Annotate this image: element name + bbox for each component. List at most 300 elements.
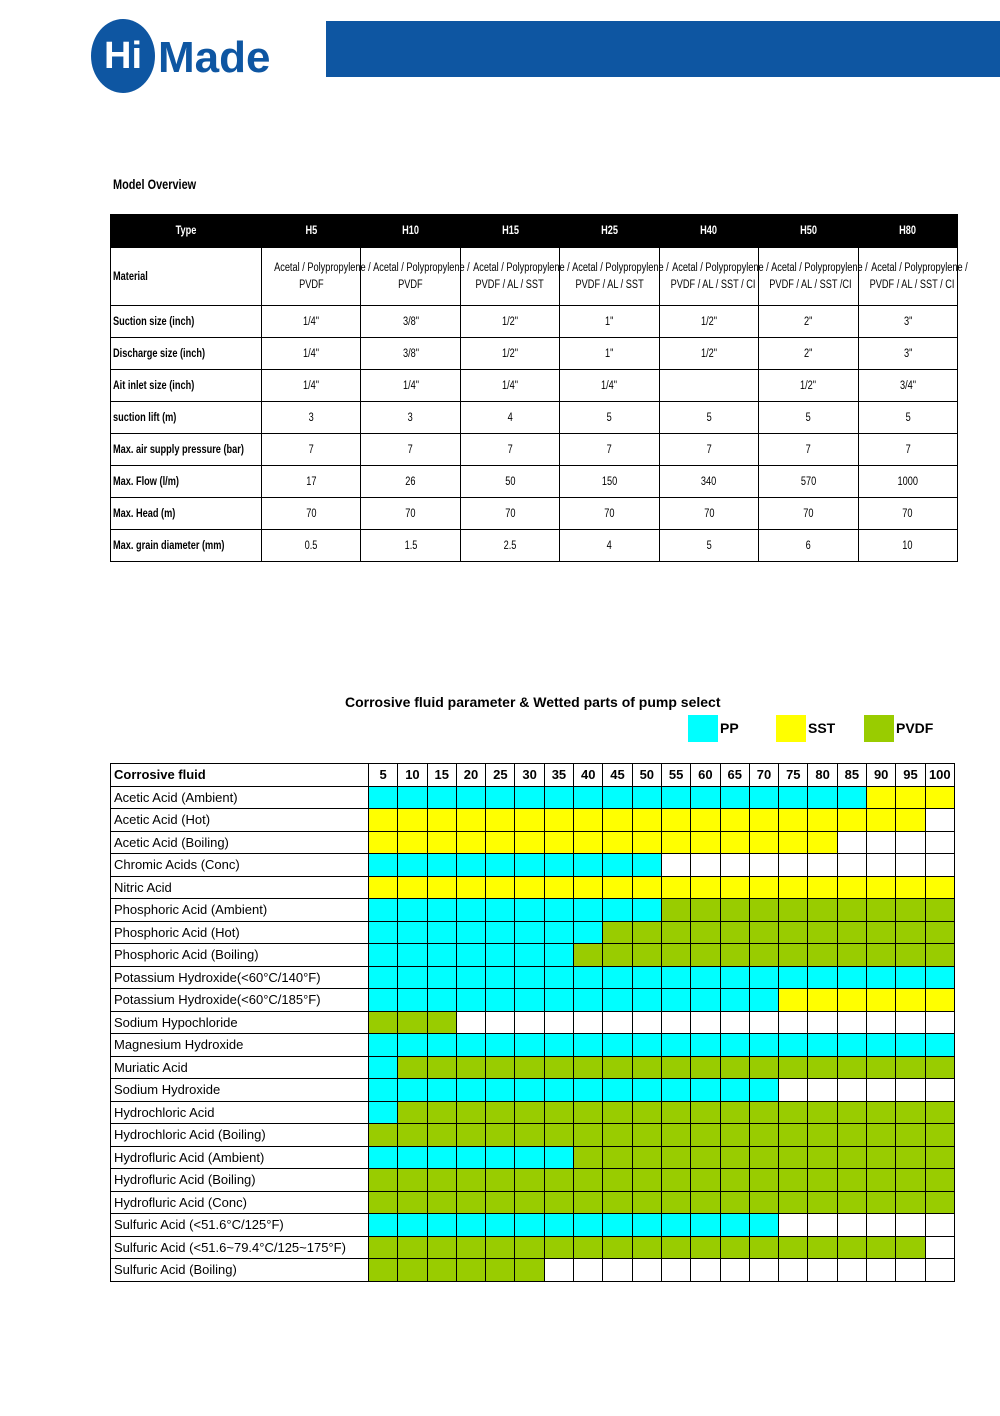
material-cell — [427, 944, 456, 967]
model-cell: 1/2" — [759, 370, 858, 402]
model-cell: 3/4" — [858, 370, 957, 402]
material-cell — [925, 1169, 954, 1192]
material-cell — [398, 854, 427, 877]
material-cell — [808, 899, 837, 922]
material-cell — [515, 899, 544, 922]
material-cell — [427, 1056, 456, 1079]
model-cell: 70 — [460, 498, 559, 530]
material-cell — [808, 1011, 837, 1034]
material-cell — [749, 1011, 778, 1034]
material-cell — [867, 809, 896, 832]
model-row — [111, 402, 958, 434]
concentration-header: 20 — [456, 764, 485, 787]
material-cell — [632, 1191, 661, 1214]
model-cell: Acetal / Polypropylene / PVDF / AL / SST / CI — [858, 248, 957, 306]
material-cell — [808, 944, 837, 967]
model-cell: 5 — [858, 402, 957, 434]
material-cell — [749, 1124, 778, 1147]
material-cell — [398, 876, 427, 899]
concentration-header: 5 — [369, 764, 398, 787]
fluid-name: Chromic Acids (Conc) — [111, 854, 369, 877]
material-cell — [456, 1101, 485, 1124]
material-cell — [369, 809, 398, 832]
model-cell: 1/4" — [262, 306, 361, 338]
material-cell — [574, 1259, 603, 1282]
material-cell — [369, 1124, 398, 1147]
material-cell — [632, 1079, 661, 1102]
material-cell — [603, 854, 632, 877]
material-cell — [749, 966, 778, 989]
material-cell — [720, 1011, 749, 1034]
material-cell — [603, 1146, 632, 1169]
material-cell — [515, 1079, 544, 1102]
material-cell — [369, 1169, 398, 1192]
material-cell — [720, 876, 749, 899]
material-cell — [925, 1079, 954, 1102]
material-cell — [456, 1146, 485, 1169]
material-cell — [749, 1056, 778, 1079]
material-cell — [544, 786, 573, 809]
fluid-row — [111, 809, 955, 832]
material-cell — [398, 989, 427, 1012]
material-cell — [779, 1146, 808, 1169]
material-cell — [837, 1191, 866, 1214]
model-header: H25 — [560, 215, 659, 248]
material-cell — [896, 854, 925, 877]
material-cell — [574, 854, 603, 877]
material-cell — [544, 1034, 573, 1057]
material-cell — [632, 1214, 661, 1237]
material-cell — [720, 899, 749, 922]
fluid-name: Sulfuric Acid (Boiling) — [111, 1259, 369, 1282]
concentration-header: 45 — [603, 764, 632, 787]
material-cell — [837, 809, 866, 832]
fluid-name: Phosphoric Acid (Boiling) — [111, 944, 369, 967]
material-cell — [720, 1034, 749, 1057]
material-cell — [574, 1011, 603, 1034]
model-cell: Acetal / Polypropylene / PVDF / AL / SST / CI — [659, 248, 758, 306]
fluid-name: Sulfuric Acid (<51.6°C/125°F) — [111, 1214, 369, 1237]
material-cell — [515, 1124, 544, 1147]
material-cell — [574, 1146, 603, 1169]
concentration-header: 35 — [544, 764, 573, 787]
material-cell — [515, 944, 544, 967]
material-cell — [486, 831, 515, 854]
material-cell — [515, 1191, 544, 1214]
material-cell — [544, 921, 573, 944]
material-cell — [544, 1056, 573, 1079]
material-cell — [779, 831, 808, 854]
material-cell — [456, 1011, 485, 1034]
material-cell — [691, 831, 720, 854]
material-cell — [837, 876, 866, 899]
corrosive-fluid-header: Corrosive fluid — [111, 764, 369, 787]
fluid-name: Sodium Hydroxide — [111, 1079, 369, 1102]
fluid-row — [111, 1056, 955, 1079]
material-cell — [720, 1124, 749, 1147]
model-cell: 1" — [560, 306, 659, 338]
material-cell — [632, 921, 661, 944]
material-cell — [515, 1214, 544, 1237]
material-cell — [427, 1169, 456, 1192]
material-cell — [486, 1169, 515, 1192]
material-cell — [779, 1101, 808, 1124]
material-cell — [515, 1169, 544, 1192]
material-cell — [632, 989, 661, 1012]
material-cell — [544, 1259, 573, 1282]
material-cell — [720, 989, 749, 1012]
material-cell — [632, 899, 661, 922]
material-cell — [369, 989, 398, 1012]
material-cell — [486, 1236, 515, 1259]
material-cell — [632, 966, 661, 989]
material-cell — [427, 989, 456, 1012]
material-cell — [661, 1191, 690, 1214]
material-cell — [720, 944, 749, 967]
fluid-row — [111, 1011, 955, 1034]
model-header: H15 — [460, 215, 559, 248]
header-banner — [326, 21, 1000, 77]
material-cell — [896, 989, 925, 1012]
model-cell: 3" — [858, 306, 957, 338]
material-cell — [369, 786, 398, 809]
material-cell — [456, 876, 485, 899]
material-cell — [661, 831, 690, 854]
material-cell — [544, 1011, 573, 1034]
material-cell — [925, 1214, 954, 1237]
material-cell — [369, 921, 398, 944]
material-cell — [779, 854, 808, 877]
material-cell — [896, 1236, 925, 1259]
material-cell — [515, 966, 544, 989]
material-cell — [574, 876, 603, 899]
material-cell — [925, 1236, 954, 1259]
material-cell — [456, 1214, 485, 1237]
material-cell — [867, 921, 896, 944]
material-cell — [779, 809, 808, 832]
material-cell — [456, 921, 485, 944]
material-cell — [808, 1079, 837, 1102]
material-cell — [925, 831, 954, 854]
material-cell — [456, 966, 485, 989]
fluid-row — [111, 899, 955, 922]
material-cell — [779, 989, 808, 1012]
material-cell — [515, 989, 544, 1012]
material-cell — [603, 1169, 632, 1192]
material-cell — [632, 1101, 661, 1124]
material-cell — [486, 1034, 515, 1057]
material-cell — [632, 1056, 661, 1079]
material-cell — [808, 1056, 837, 1079]
material-cell — [574, 809, 603, 832]
hi-made-logo — [90, 16, 305, 96]
material-cell — [661, 989, 690, 1012]
material-cell — [369, 1146, 398, 1169]
material-cell — [661, 1056, 690, 1079]
material-cell — [720, 966, 749, 989]
material-cell — [867, 944, 896, 967]
material-cell — [925, 809, 954, 832]
material-cell — [486, 1214, 515, 1237]
fluid-name: Phosphoric Acid (Hot) — [111, 921, 369, 944]
material-cell — [456, 989, 485, 1012]
material-cell — [720, 831, 749, 854]
model-row-label: Max. Head (m) — [111, 498, 262, 530]
material-cell — [837, 944, 866, 967]
material-cell — [837, 1079, 866, 1102]
material-cell — [398, 1191, 427, 1214]
legend-label-sst: SST — [808, 720, 836, 736]
material-cell — [749, 876, 778, 899]
material-cell — [603, 1236, 632, 1259]
material-cell — [779, 786, 808, 809]
material-cell — [720, 854, 749, 877]
material-cell — [867, 854, 896, 877]
model-row — [111, 530, 958, 562]
material-cell — [515, 1146, 544, 1169]
material-cell — [691, 966, 720, 989]
material-cell — [369, 944, 398, 967]
material-cell — [456, 1034, 485, 1057]
material-cell — [486, 1191, 515, 1214]
material-cell — [691, 1169, 720, 1192]
corrosive-fluid-table — [110, 763, 955, 1282]
material-cell — [779, 876, 808, 899]
material-cell — [456, 809, 485, 832]
material-cell — [515, 1236, 544, 1259]
material-cell — [749, 809, 778, 832]
model-cell: 70 — [759, 498, 858, 530]
material-cell — [925, 1146, 954, 1169]
concentration-header: 90 — [867, 764, 896, 787]
material-cell — [603, 966, 632, 989]
material-cell — [749, 1034, 778, 1057]
material-cell — [515, 831, 544, 854]
model-cell: 5 — [560, 402, 659, 434]
material-cell — [603, 1214, 632, 1237]
model-cell: 5 — [659, 530, 758, 562]
material-cell — [603, 989, 632, 1012]
material-cell — [661, 809, 690, 832]
material-cell — [749, 786, 778, 809]
material-cell — [837, 1236, 866, 1259]
material-cell — [837, 1124, 866, 1147]
fluid-row — [111, 989, 955, 1012]
material-cell — [574, 1169, 603, 1192]
material-cell — [779, 1124, 808, 1147]
legend-swatch-pp — [688, 715, 718, 742]
material-cell — [661, 876, 690, 899]
model-cell: 150 — [560, 466, 659, 498]
material-cell — [808, 1236, 837, 1259]
model-row-label: Max. grain diameter (mm) — [111, 530, 262, 562]
material-cell — [603, 921, 632, 944]
material-cell — [837, 1169, 866, 1192]
material-cell — [925, 899, 954, 922]
material-cell — [808, 1169, 837, 1192]
material-cell — [837, 1259, 866, 1282]
model-row — [111, 338, 958, 370]
material-cell — [691, 921, 720, 944]
material-cell — [867, 1169, 896, 1192]
material-cell — [925, 1056, 954, 1079]
material-cell — [720, 1056, 749, 1079]
model-header: H50 — [759, 215, 858, 248]
material-cell — [749, 854, 778, 877]
material-cell — [837, 921, 866, 944]
material-cell — [661, 1214, 690, 1237]
material-cell — [720, 1146, 749, 1169]
material-cell — [369, 1214, 398, 1237]
model-row-label: Max. Flow (l/m) — [111, 466, 262, 498]
material-cell — [867, 899, 896, 922]
material-cell — [691, 1124, 720, 1147]
corrosive-header-row — [111, 764, 955, 787]
material-cell — [398, 1169, 427, 1192]
material-cell — [486, 989, 515, 1012]
material-cell — [427, 921, 456, 944]
material-cell — [896, 899, 925, 922]
material-cell — [779, 921, 808, 944]
material-cell — [486, 1056, 515, 1079]
material-cell — [632, 831, 661, 854]
material-cell — [574, 921, 603, 944]
material-cell — [486, 921, 515, 944]
material-cell — [515, 1011, 544, 1034]
material-cell — [515, 921, 544, 944]
material-cell — [808, 831, 837, 854]
material-cell — [398, 1259, 427, 1282]
model-overview-table — [110, 214, 968, 562]
material-cell — [632, 786, 661, 809]
material-cell — [749, 1079, 778, 1102]
model-cell: 1" — [560, 338, 659, 370]
material-cell — [896, 1034, 925, 1057]
material-cell — [691, 1214, 720, 1237]
material-cell — [896, 1011, 925, 1034]
model-cell: 70 — [361, 498, 460, 530]
material-cell — [896, 1124, 925, 1147]
material-cell — [896, 1259, 925, 1282]
material-cell — [925, 944, 954, 967]
material-cell — [369, 1236, 398, 1259]
concentration-header: 15 — [427, 764, 456, 787]
model-cell: 570 — [759, 466, 858, 498]
material-cell — [544, 1169, 573, 1192]
material-cell — [515, 786, 544, 809]
model-cell: 1/2" — [460, 306, 559, 338]
material-cell — [867, 1214, 896, 1237]
material-cell — [398, 966, 427, 989]
model-cell: 1/4" — [560, 370, 659, 402]
material-cell — [427, 1146, 456, 1169]
material-cell — [661, 1259, 690, 1282]
material-cell — [398, 1011, 427, 1034]
material-cell — [808, 1214, 837, 1237]
material-cell — [661, 1124, 690, 1147]
material-cell — [544, 854, 573, 877]
material-cell — [867, 989, 896, 1012]
material-cell — [486, 1101, 515, 1124]
fluid-row — [111, 1259, 955, 1282]
material-cell — [603, 1259, 632, 1282]
material-cell — [574, 899, 603, 922]
model-cell: 6 — [759, 530, 858, 562]
material-cell — [369, 1191, 398, 1214]
material-cell — [369, 966, 398, 989]
material-cell — [691, 876, 720, 899]
material-cell — [749, 1101, 778, 1124]
material-cell — [398, 1146, 427, 1169]
material-cell — [779, 1056, 808, 1079]
material-cell — [632, 1034, 661, 1057]
material-cell — [808, 809, 837, 832]
fluid-name: Hydrofluric Acid (Boiling) — [111, 1169, 369, 1192]
material-cell — [369, 1056, 398, 1079]
material-cell — [398, 786, 427, 809]
concentration-header: 95 — [896, 764, 925, 787]
model-cell: 3/8" — [361, 306, 460, 338]
material-cell — [749, 944, 778, 967]
model-cell: 70 — [659, 498, 758, 530]
material-cell — [574, 1191, 603, 1214]
material-cell — [427, 1079, 456, 1102]
material-cell — [925, 966, 954, 989]
material-cell — [632, 854, 661, 877]
material-cell — [574, 944, 603, 967]
model-cell: 1000 — [858, 466, 957, 498]
material-cell — [398, 1079, 427, 1102]
material-cell — [456, 1056, 485, 1079]
material-cell — [867, 831, 896, 854]
material-cell — [427, 1214, 456, 1237]
material-cell — [661, 1079, 690, 1102]
material-cell — [661, 966, 690, 989]
material-cell — [691, 1056, 720, 1079]
material-cell — [544, 1101, 573, 1124]
material-cell — [867, 1034, 896, 1057]
material-cell — [603, 1011, 632, 1034]
material-cell — [837, 1146, 866, 1169]
model-cell: 70 — [262, 498, 361, 530]
material-cell — [427, 1034, 456, 1057]
material-cell — [691, 1259, 720, 1282]
material-cell — [427, 786, 456, 809]
material-cell — [837, 989, 866, 1012]
material-cell — [486, 1079, 515, 1102]
material-cell — [398, 809, 427, 832]
logo-text-hi: Hi — [104, 35, 142, 77]
material-cell — [896, 1169, 925, 1192]
concentration-header: 85 — [837, 764, 866, 787]
concentration-header: 60 — [691, 764, 720, 787]
material-cell — [486, 1259, 515, 1282]
material-cell — [574, 1124, 603, 1147]
material-cell — [867, 876, 896, 899]
material-cell — [720, 1214, 749, 1237]
material-cell — [661, 1146, 690, 1169]
material-cell — [574, 1079, 603, 1102]
material-cell — [808, 921, 837, 944]
material-cell — [369, 854, 398, 877]
model-cell: 3" — [858, 338, 957, 370]
fluid-row — [111, 876, 955, 899]
material-cell — [691, 1236, 720, 1259]
model-cell: 5 — [659, 402, 758, 434]
fluid-name: Hydrofluric Acid (Conc) — [111, 1191, 369, 1214]
material-cell — [486, 786, 515, 809]
material-cell — [574, 1101, 603, 1124]
